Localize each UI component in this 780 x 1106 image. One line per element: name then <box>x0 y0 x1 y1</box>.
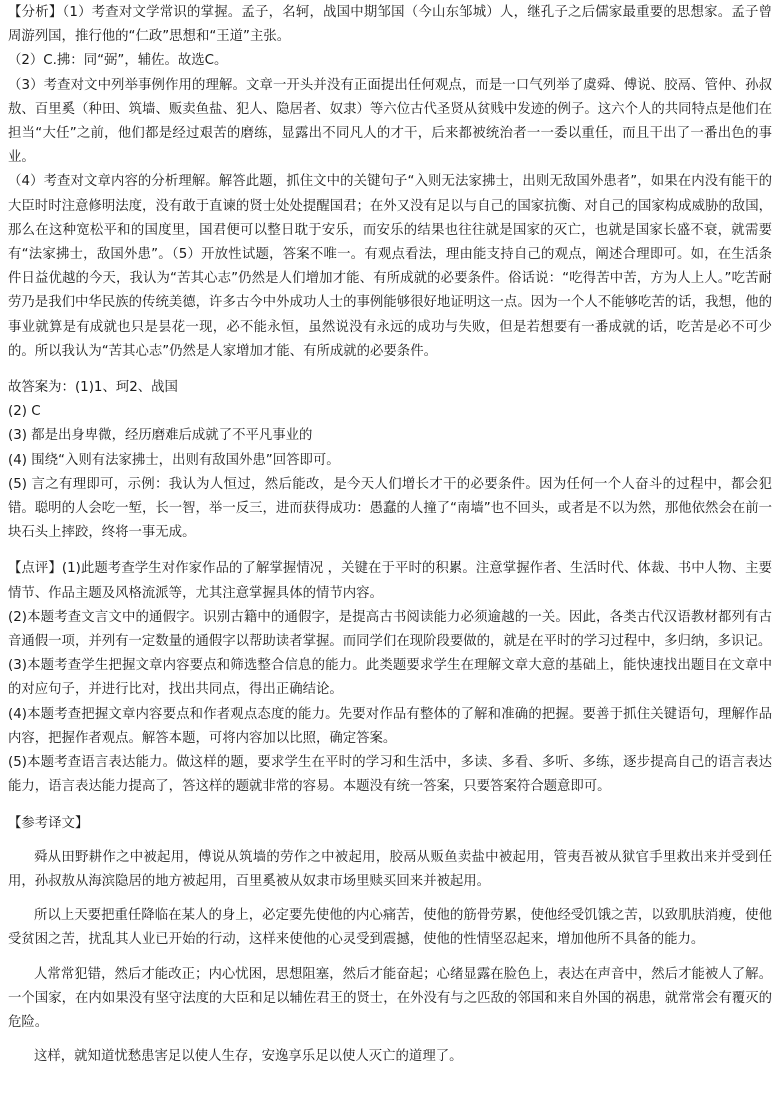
comment-4: (4)本题考查把握文章内容要点和作者观点态度的能力。先要对作品有整体的了解和准确的把握。要善于抓住关键语句，理解作品内容，把握作者观点。解答本题，可将内容加以比照，确定答案。 <box>8 706 772 746</box>
answer-5: (5) 言之有理即可，示例：我认为人恒过，然后能改，是今天人们增长才干的必要条件。因为任何一个人奋斗的过程中，都会犯错。聪明的人会吃一堑，长一智，举一反三，进而获得成功：愚蠢的人撞了“南墙”也不回头，或者是不以为然，那他依然会在前一块石头上摔跤，终将一事无成。 <box>8 476 772 541</box>
answers-intro: 故答案为：(1)1、珂2、战国 <box>8 380 178 396</box>
comment-1: 【点评】(1)此题考查学生对作家作品的了解掌握情况 ，关键在于平时的积累。注意掌握作者、生活时代、体裁、书中人物、主要情节、作品主题及风格流派等，尤其注意掌握具体的情节内容。 <box>8 561 772 601</box>
analysis-section <box>8 1 772 364</box>
answer-4: (4) 围绕“入则有法家拂士，出则有敌国外患”回答即可。 <box>8 452 340 468</box>
section-spacer <box>8 545 772 557</box>
translation-paragraph-1: 舜从田野耕作之中被起用，傅说从筑墙的劳作之中被起用，胶鬲从贩鱼卖盐中被起用，管夷吾被从狱官手里救出来并受到任用，孙叔敖从海滨隐居的地方被起用，百里奚被从奴隶市场里赎买回来并被起用。 <box>8 849 772 889</box>
analysis-paragraph-1: 【分析】（1）考查对文学常识的掌握。孟子，名轲，战国中期邹国（今山东邹城）人，继孔子之后儒家最重要的思想家。孟子曾周游列国，推行他的“仁政”思想和“王道”主张。 <box>8 5 772 45</box>
comment-3: (3)本题考查学生把握文章内容要点和筛选整合信息的能力。此类题要求学生在理解文章大意的基础上，能快速找出题目在文章中的对应句子，并进行比对，找出共同点，得出正确结论。 <box>8 658 772 698</box>
section-spacer <box>8 800 772 812</box>
analysis-paragraph-4: （4）考查对文章内容的分析理解。解答此题，抓住文中的关键句子“入则无法家拂士，出则无敌国外患者”，如果在内没有能干的大臣时时注意修明法度，没有敢于直谏的贤士处处提醒国君；在外又没有足以与自己的国家抗衡、对自己的国家构成威胁的敌国，那么在这种宽松平和的国度里，国君便可以整日耽于安乐，而安乐的结果也往往就是国家的灭亡，也就是国家长盛不衰，就需要有“法家拂士，敌国外患”。（5）开放性试题，答案不唯一。有观点看法，理由能支持自己的观点，阐述合理即可。如，在生活条件日益优越的今天，我认为“苦其心志”仍然是人们增加才能、有所成就的必要条件。俗话说：“吃得苦中苦，方为人上人。”吃苦耐劳乃是我们中华民族的传统美德，许多古今中外成功人士的事例能够很好地证明这一点。因为一个人不能够吃苦的话，我想，他的事业就算是有成就也只是昙花一现，必不能永恒，虽然说没有永远的成功与失败，但是若想要有一番成就的话，吃苦是必不可少的。所以我认为“苦其心志”仍然是人家增加才能、有所成就的必要条件。 <box>8 174 772 359</box>
comment-2: (2)本题考查文言文中的通假字。识别古籍中的通假字，是提高古书阅读能力必须逾越的一关。因此，各类古代汉语教材都列有古音通假一项，并列有一定数量的通假字以帮助读者掌握。而同学们在现阶段要做的，就是在平时的学习过程中，多归纳，多识记。 <box>8 609 772 650</box>
analysis-paragraph-2: （2）C.拂：同“弼”，辅佐。故选C。 <box>8 53 228 69</box>
comments-section <box>8 557 772 799</box>
translation-section <box>8 812 772 1070</box>
answers-section <box>8 376 772 545</box>
comment-5: (5)本题考查语言表达能力。做这样的题，要求学生在平时的学习和生活中，多读、多看、多听、多练，逐步提高自己的语言表达能力，语言表达能力提高了，答这样的题就非常的容易。本题没有统一答案，只要答案符合题意即可。 <box>8 755 772 795</box>
analysis-paragraph-3: （3）考查对文中列举事例作用的理解。文章一开头并没有正面提出任何观点，而是一口气列举了虞舜、傅说、胶鬲、管仲、孙叔敖、百里奚（种田、筑墙、贩卖鱼盐、犯人、隐居者、奴隶）等六位古代圣贤从贫贱中发迹的例子。这六个人的共同特点是他们在担当“大任”之前，他们都是经过艰苦的磨练，显露出不同凡人的才干，后来都被统治者一一委以重任，而且干出了一番出色的事业。 <box>8 77 772 166</box>
translation-paragraph-3: 人常常犯错，然后才能改正；内心忧困，思想阻塞，然后才能奋起；心绪显露在脸色上，表达在声音中，然后才能被人了解。一个国家，在内如果没有坚守法度的大臣和足以辅佐君王的贤士，在外没有与之匹敌的邻国和来自外国的祸患，就常常会有覆灭的危险。 <box>8 966 772 1030</box>
answer-2: (2) C <box>8 404 41 420</box>
translation-paragraph-2: 所以上天要把重任降临在某人的身上，必定要先使他的内心痛苦，使他的筋骨劳累，使他经受饥饿之苦，以致肌肤消瘦，使他受贫困之苦，扰乱其人业已开始的行动，这样来使他的心灵受到震撼，使他的性情坚忍起来，增加他所不具备的能力。 <box>8 908 772 948</box>
translation-paragraph-4: 这样，就知道忧愁患害足以使人生存，安逸享乐足以使人灭亡的道理了。 <box>34 1049 463 1065</box>
answer-3: (3) 都是出身卑微，经历磨难后成就了不平凡事业的 <box>8 428 313 444</box>
section-spacer <box>8 364 772 376</box>
translation-heading: 【参考译文】 <box>8 815 89 831</box>
